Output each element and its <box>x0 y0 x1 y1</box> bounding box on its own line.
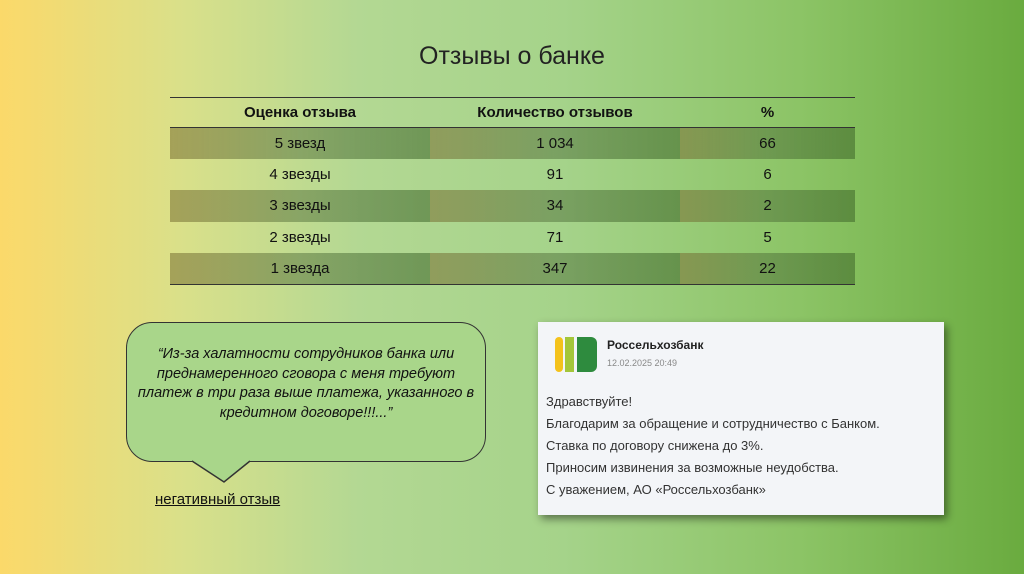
reply-line: Ставка по договору снижена до 3%. <box>546 438 764 453</box>
cell-percent: 66 <box>680 128 855 159</box>
cell-rating: 1 звезда <box>170 253 430 284</box>
reviews-table <box>170 97 855 285</box>
cell-count: 34 <box>430 190 680 221</box>
cell-count: 347 <box>430 253 680 284</box>
cell-rating: 3 звезды <box>170 190 430 221</box>
cell-rating: 2 звезды <box>269 228 331 246</box>
reply-line: Приносим извинения за возможные неудобства. <box>546 460 839 475</box>
reply-line: Здравствуйте! <box>546 394 633 409</box>
table-row <box>170 253 855 284</box>
cell-rating: 5 звезд <box>170 128 430 159</box>
cell-percent: 5 <box>763 228 772 246</box>
reply-date: 12.02.2025 20:49 <box>607 358 678 368</box>
quote-bubble <box>126 322 486 462</box>
header-count: Количество отзывов <box>430 98 680 128</box>
bank-reply-card <box>538 322 944 515</box>
cell-count: 71 <box>546 228 564 246</box>
cell-percent: 6 <box>763 166 772 184</box>
header-rating: Оценка отзыва <box>170 98 430 128</box>
bubble-tail <box>190 460 260 484</box>
quote-text: “Из-за халатности сотрудников банка или преднамеренного сговора с меня требуют платеж в три раза выше платежа, указанного в кредитном договоре!!!...” <box>137 346 475 421</box>
negative-review-link[interactable]: негативный отзыв <box>155 491 281 508</box>
table-row <box>170 190 855 221</box>
table-row <box>170 222 855 253</box>
reply-line: Благодарим за обращение и сотрудничество с Банком. <box>546 416 880 431</box>
cell-percent: 22 <box>680 253 855 284</box>
cell-count: 91 <box>546 166 564 184</box>
reply-message <box>546 391 880 501</box>
bank-name: Россельхозбанк <box>607 338 704 352</box>
header-percent: % <box>680 98 855 128</box>
table-header <box>170 98 855 128</box>
cell-rating: 4 звезды <box>269 166 331 184</box>
cell-percent: 2 <box>680 190 855 221</box>
slide-title: Отзывы о банке <box>419 42 605 70</box>
cell-count: 1 034 <box>430 128 680 159</box>
bank-logo-icon <box>555 337 597 372</box>
table-row <box>170 159 855 190</box>
reply-line: С уважением, АО «Россельхозбанк» <box>546 482 766 497</box>
table-row <box>170 128 855 159</box>
